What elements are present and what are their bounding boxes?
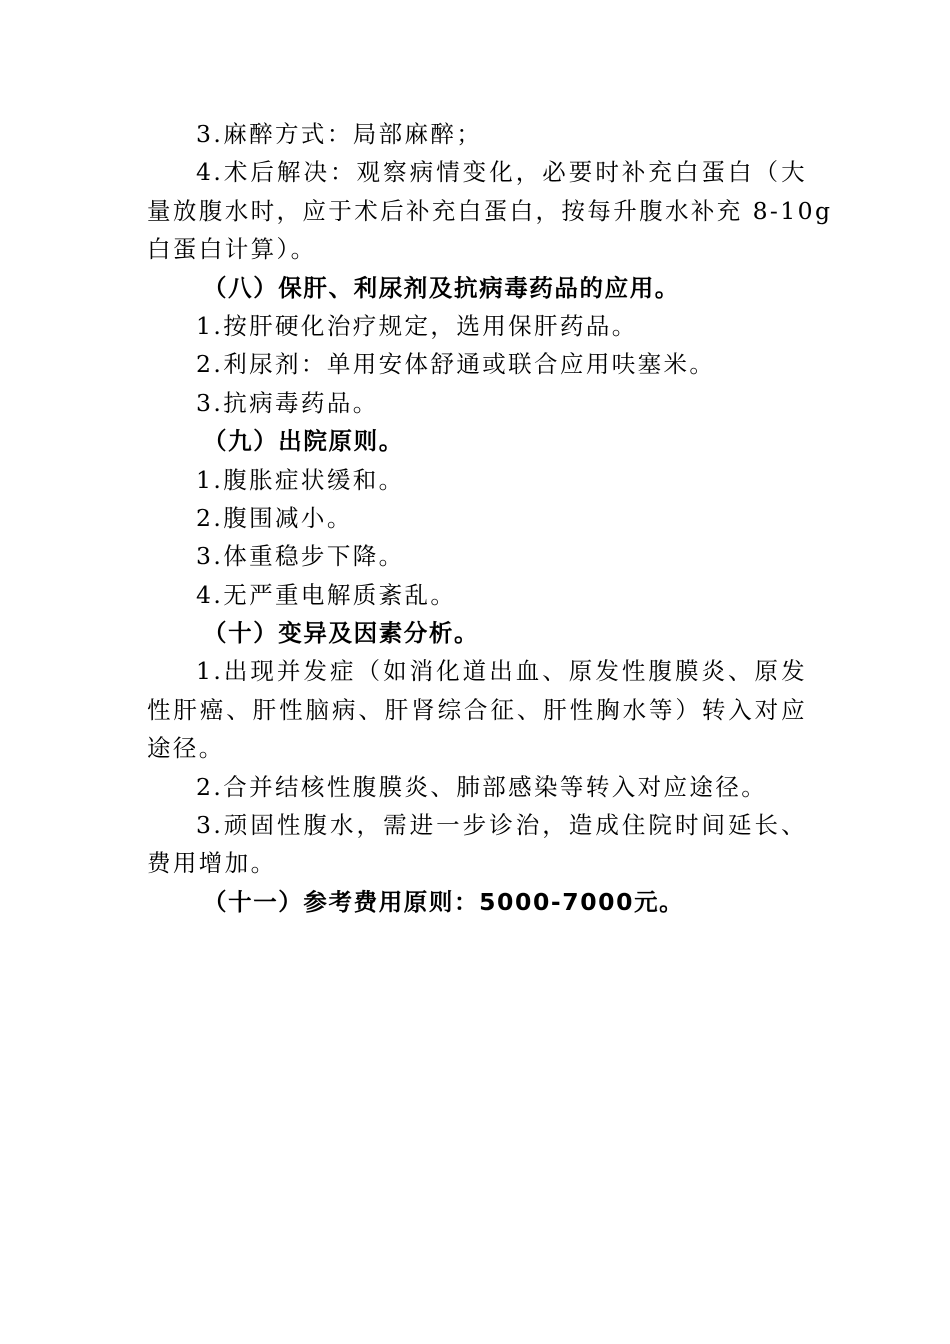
text-line-postop-3: 白蛋白计算）。	[147, 235, 317, 264]
section-heading-8: （八）保肝、利尿剂及抗病毒药品的应用。	[203, 273, 680, 302]
text-line-variation-3b: 费用增加。	[147, 849, 277, 878]
text-line-variation-1a: 1.出现并发症（如消化道出血、原发性腹膜炎、原发	[196, 657, 807, 686]
text-line-postop-2: 量放腹水时，应于术后补充白蛋白，按每升腹水补充 8-10g	[147, 196, 833, 225]
section-heading-10: （十）变异及因素分析。	[203, 619, 480, 648]
text-line-variation-1c: 途径。	[147, 734, 225, 763]
text-line-discharge-4: 4.无严重电解质紊乱。	[196, 580, 457, 609]
text-line-postop-1: 4.术后解决：观察病情变化，必要时补充白蛋白（大	[196, 158, 807, 187]
text-line-discharge-3: 3.体重稳步下降。	[196, 542, 405, 571]
text-line-liver-drugs: 1.按肝硬化治疗规定，选用保肝药品。	[196, 311, 638, 340]
text-line-anesthesia: 3.麻醉方式：局部麻醉；	[196, 120, 483, 148]
text-line-variation-3a: 3.顽固性腹水，需进一步诊治，造成住院时间延长、	[196, 811, 807, 840]
section-heading-11: （十一）参考费用原则：5000-7000元。	[203, 887, 685, 916]
text-line-variation-1b: 性肝癌、肝性脑病、肝肾综合征、肝性胸水等）转入对应	[147, 695, 807, 724]
text-line-diuretics: 2.利尿剂：单用安体舒通或联合应用呋塞米。	[196, 350, 716, 379]
document-body	[147, 115, 833, 921]
text-line-variation-2: 2.合并结核性腹膜炎、肺部感染等转入对应途径。	[196, 772, 768, 801]
text-line-discharge-1: 1.腹胀症状缓和。	[196, 465, 405, 494]
text-line-discharge-2: 2.腹围减小。	[196, 503, 353, 532]
section-heading-9: （九）出院原则。	[203, 427, 404, 456]
text-line-antiviral: 3.抗病毒药品。	[196, 388, 379, 417]
